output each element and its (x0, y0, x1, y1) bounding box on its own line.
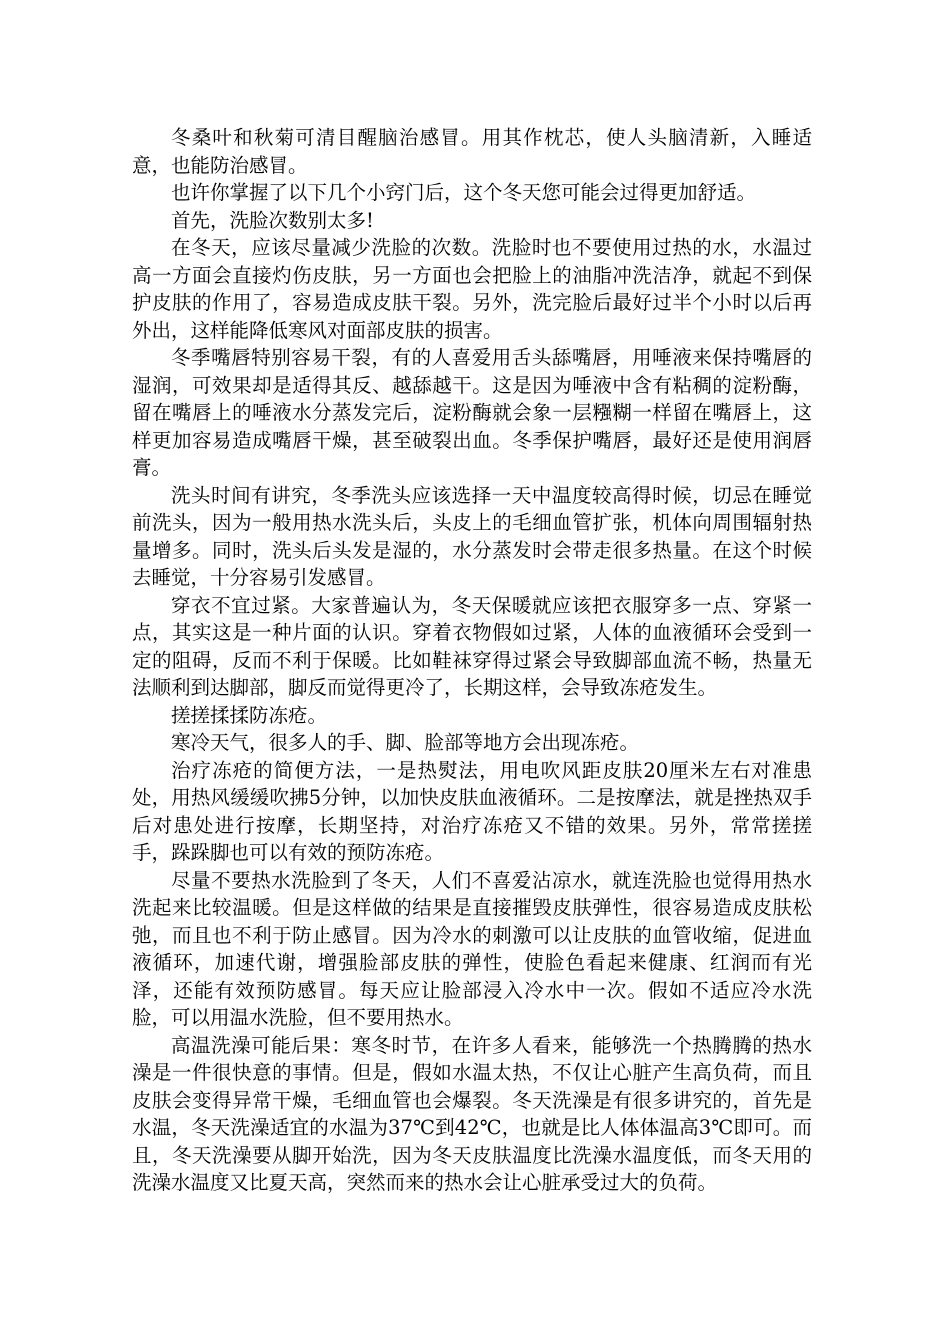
paragraph-clothing: 穿衣不宜过紧。大家普遍认为，冬天保暖就应该把衣服穿多一点、穿紧一点，其实这是一种片面的认识。穿着衣物假如过紧，人体的血液循环会受到一定的阻碍，反而不利于保暖。比如鞋袜穿得过紧会导致脚部血流不畅，热量无法顺利到达脚部，脚反而觉得更冷了，长期这样，会导致冻疮发生。 (132, 593, 812, 699)
paragraph-frostbite-intro: 寒冷天气，很多人的手、脚、脸部等地方会出现冻疮。 (171, 731, 640, 754)
paragraph-lip-care: 冬季嘴唇特别容易干裂，有的人喜爱用舌头舔嘴唇，用唾液来保持嘴唇的湿润，可效果却是适得其反、越舔越干。这是因为唾液中含有粘稠的淀粉酶，留在嘴唇上的唾液水分蒸发完后，淀粉酶就会象一层糨糊一样留在嘴唇上，这样更加容易造成嘴唇干燥，甚至破裂出血。冬季保护嘴唇，最好还是使用润唇膏。 (132, 346, 812, 479)
paragraph-hair-washing: 洗头时间有讲究，冬季洗头应该选择一天中温度较高得时候，切忌在睡觉前洗头，因为一般用热水洗头后，头皮上的毛细血管扩张，机体向周围辐射热量增多。同时，洗头后头发是湿的，水分蒸发时会带走很多热量。在这个时候去睡觉，十分容易引发感冒。 (132, 483, 812, 589)
paragraph-face-washing-heading: 首先，洗脸次数别太多! (171, 208, 374, 232)
paragraph-face-washing: 在冬天，应该尽量减少洗脸的次数。洗脸时也不要使用过热的水，水温过高一方面会直接灼伤皮肤，另一方面也会把脸上的油脂冲洗洁净，就起不到保护皮肤的作用了，容易造成皮肤干裂。另外，洗完脸后最好过半个小时以后再外出，这样能降低寒风对面部皮肤的损害。 (132, 236, 812, 342)
document-body (132, 124, 812, 1197)
paragraph-winter-tips-intro: 也许你掌握了以下几个小窍门后，这个冬天您可能会过得更加舒适。 (171, 181, 757, 204)
paragraph-hot-water-face: 尽量不要热水洗脸到了冬天，人们不喜爱沾凉水，就连洗脸也觉得用热水洗起来比较温暖。但是这样做的结果是直接摧毁皮肤弹性，很容易造成皮肤松弛，而且也不利于防止感冒。因为冷水的刺激可以让皮肤的血管收缩，促进血液循环，加速代谢，增强脸部皮肤的弹性，使脸色看起来健康、红润而有光泽，还能有效预防感冒。每天应让脸部浸入冷水中一次。假如不适应冷水洗脸，可以用温水洗脸，但不要用热水。 (132, 868, 812, 1029)
paragraph-frostbite-heading: 搓搓揉揉防冻疮。 (171, 703, 328, 727)
paragraph-frostbite-treatment: 治疗冻疮的简便方法，一是热熨法，用电吹风距皮肤20厘米左右对准患处，用热风缓缓吹拂5分钟，以加快皮肤血液循环。二是按摩法，就是挫热双手后对患处进行按摩，长期坚持，对治疗冻疮又不错的效果。另外，常常搓搓手，跺跺脚也可以有效的预防冻疮。 (132, 758, 812, 864)
paragraph-mulberry-chrysanthemum-pillow: 冬桑叶和秋菊可清目醒脑治感冒。用其作枕芯，使人头脑清新，入睡适意，也能防治感冒。 (132, 126, 812, 177)
paragraph-hot-bath: 高温洗澡可能后果：寒冬时节，在许多人看来，能够洗一个热腾腾的热水澡是一件很快意的事情。但是，假如水温太热，不仅让心脏产生高负荷，而且皮肤会变得异常干燥，毛细血管也会爆裂。冬天洗澡是有很多讲究的，首先是水温，冬天洗澡适宜的水温为37℃到42℃，也就是比人体体温高3℃即可。而且，冬天洗澡要从脚开始洗，因为冬天皮肤温度比洗澡水温度低，而冬天用的洗澡水温度又比夏天高，突然而来的热水会让心脏承受过大的负荷。 (132, 1033, 812, 1194)
